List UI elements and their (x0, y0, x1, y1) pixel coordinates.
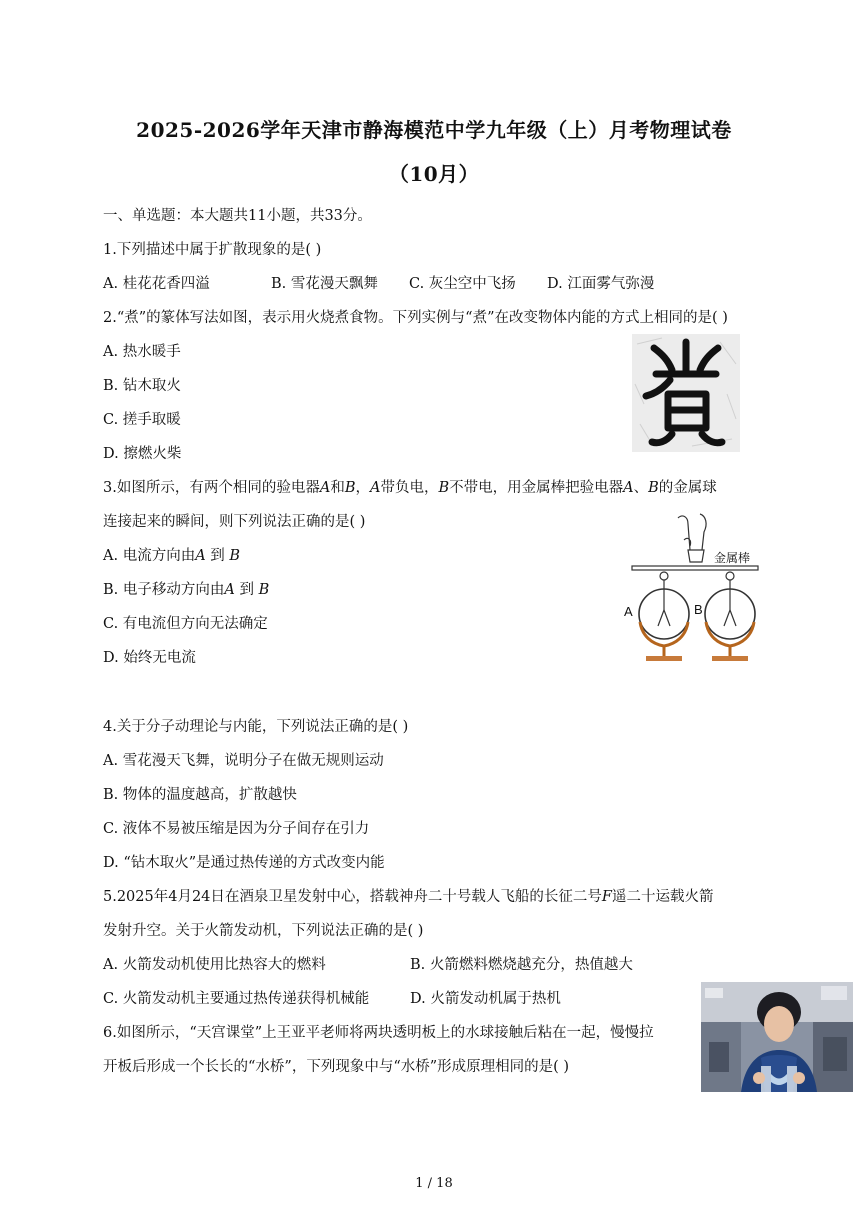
electroscope-figure (618, 510, 763, 668)
exam-title: 2025-2026学年天津市静海模范中学九年级（上）月考物理试卷 (136, 118, 732, 142)
q3-option-text: 到 (239, 582, 254, 598)
q3-option-c: C. 有电流但方向无法确定 (103, 616, 268, 632)
q4-option-c: C. 液体不易被压缩是因为分子间存在引力 (103, 821, 370, 837)
q2-option-d: D. 擦燃火柴 (103, 446, 182, 462)
q1-option-b: B. 雪花漫天飘舞 (271, 276, 378, 292)
q5-option-c: C. 火箭发动机主要通过热传递获得机械能 (103, 991, 370, 1007)
seal-script-zhu-image (632, 334, 740, 452)
q3-var-a: A (623, 480, 634, 496)
q3-stem-text: 带负电， (380, 480, 439, 496)
q3-var-b: B (344, 480, 356, 496)
q5-option-b: B. 火箭燃料燃烧越充分，热值越大 (410, 957, 633, 973)
exam-subtitle: （10月） (388, 162, 480, 186)
q1-option-d: D. 江面雾气弥漫 (547, 276, 655, 292)
electroscope-b-label: B (694, 602, 703, 617)
q1-option-c: C. 灰尘空中飞扬 (409, 276, 516, 292)
q3-stem-text: 、 (633, 480, 649, 496)
q3-stem-line2: 连接起来的瞬间，则下列说法正确的是( ) (103, 514, 366, 530)
section-heading: 一、单选题：本大题共11小题，共33分。 (103, 208, 372, 224)
q3-var-a: A (224, 582, 235, 598)
q3-var-b: B (648, 480, 659, 496)
q2-option-c: C. 搓手取暖 (103, 412, 181, 428)
q3-option-text: B. 电子移动方向由 (103, 582, 225, 598)
q3-option-a (103, 544, 240, 565)
q5-option-d: D. 火箭发动机属于热机 (410, 991, 561, 1007)
q3-var-a: A (369, 480, 381, 496)
q3-var-a: A (195, 548, 206, 564)
rod-label: 金属棒 (714, 551, 751, 565)
q5-stem-line1 (103, 885, 713, 906)
q3-option-b (103, 578, 269, 599)
q3-option-text: 到 (210, 548, 225, 564)
q2-option-a: A. 热水暖手 (103, 344, 181, 360)
q5-var-f: F (601, 889, 612, 905)
q4-option-a: A. 雪花漫天飞舞，说明分子在做无规则运动 (103, 753, 384, 769)
q5-stem-text: 5.2025年4月24日在酒泉卫星发射中心，搭载神舟二十号载人飞船的长征二号 (103, 889, 602, 905)
q3-var-b: B (258, 582, 270, 598)
q3-var-a: A (319, 480, 331, 496)
q3-stem-text: 3.如图所示，有两个相同的验电器 (103, 480, 320, 496)
q5-options-row2 (103, 987, 561, 1008)
page-number: 1 / 18 (415, 1176, 453, 1191)
q3-option-d: D. 始终无电流 (103, 650, 196, 666)
electroscope-a-label: A (624, 604, 633, 619)
q3-stem-text: ， (355, 480, 370, 496)
q3-stem-text: 不带电，用金属棒把验电器 (449, 480, 624, 496)
q3-var-b: B (229, 548, 241, 564)
q3-option-text: A. 电流方向由 (103, 548, 196, 564)
q3-stem-text: 和 (330, 480, 345, 496)
q3-stem-line1 (103, 476, 717, 497)
q2-stem: 2.“煮”的篆体写法如图，表示用火烧煮食物。下列实例与“煮”在改变物体内能的方式上相同的是( ) (103, 310, 728, 326)
q3-stem-text: 的金属球 (658, 480, 717, 496)
q6-stem-line2: 开板后形成一个长长的“水桥”，下列现象中与“水桥”形成原理相同的是( ) (103, 1059, 570, 1075)
q4-stem: 4.关于分子动理论与内能，下列说法正确的是( ) (103, 719, 409, 735)
q4-option-d: D. “钻木取火”是通过热传递的方式改变内能 (103, 855, 385, 871)
tiangong-classroom-photo (701, 982, 853, 1092)
q1-stem: 1.下列描述中属于扩散现象的是( ) (103, 242, 322, 258)
q4-option-b: B. 物体的温度越高，扩散越快 (103, 787, 297, 803)
q1-options (103, 272, 654, 293)
q1-option-a: A. 桂花花香四溢 (103, 276, 210, 292)
q5-options-row1 (103, 953, 633, 974)
q5-stem-text: 遥二十运载火箭 (611, 889, 714, 905)
q3-var-b: B (438, 480, 450, 496)
q5-stem-line2: 发射升空。关于火箭发动机，下列说法正确的是( ) (103, 923, 424, 939)
q6-stem-line1: 6.如图所示，“天宫课堂”上王亚平老师将两块透明板上的水球接触后粘在一起，慢慢拉 (103, 1025, 654, 1041)
q2-option-b: B. 钻木取火 (103, 378, 181, 394)
q5-option-a: A. 火箭发动机使用比热容大的燃料 (103, 957, 326, 973)
